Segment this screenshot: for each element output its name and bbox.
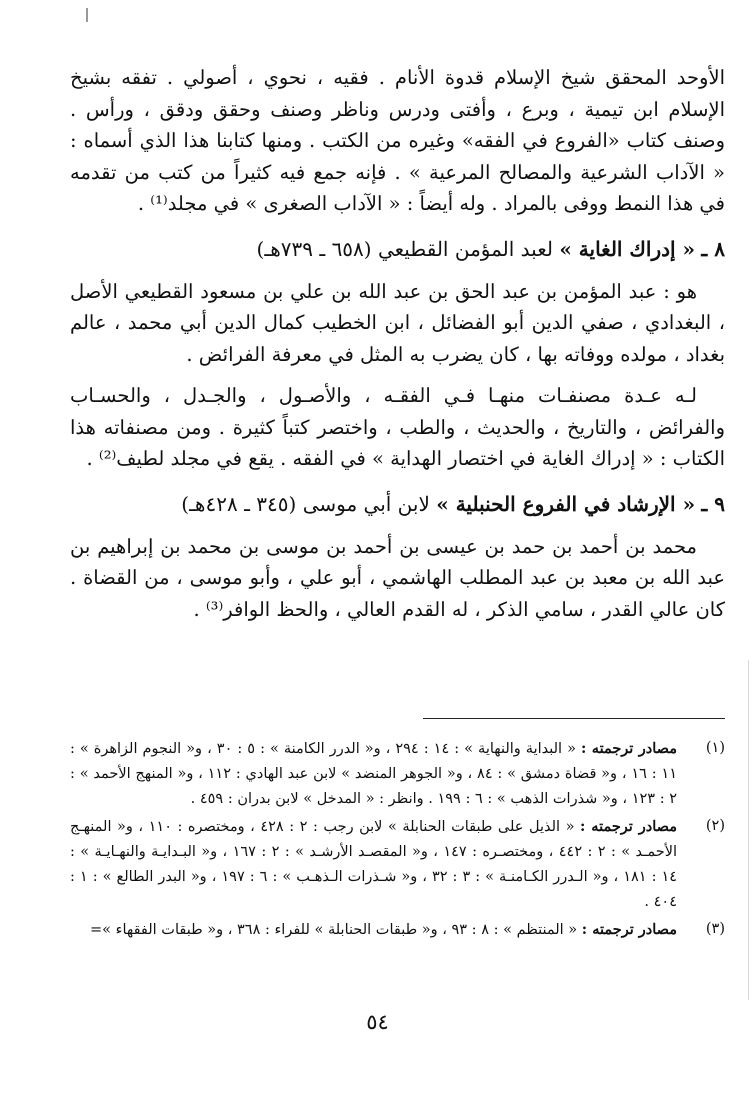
- entry-number: ٩ ـ: [701, 491, 725, 516]
- paragraph-works-8: لـه عـدة مصنفـات منهـا فـي الفقـه ، والأصـول ، والجـدل ، والحسـاب والفرائض ، والتاريخ ، والحديث ، والطب ، واختصر كتباً كثيرة . ومن مصنفاته هذا الكتاب : « إدراك الغاية في اختصار الهداية » في الفقه . يقع في مجلد لطيف⁽²⁾ .: [70, 384, 725, 470]
- footnote-number: (١): [705, 740, 725, 756]
- footnote-label: مصادر ترجمته :: [580, 740, 677, 757]
- footnote: [70, 814, 725, 915]
- page-number: ٥٤: [366, 1010, 389, 1034]
- footnote-text: « البداية والنهاية » : ١٤ : ٢٩٤ ، و« الدرر الكامنة » : ٥ : ٣٠ ، و« النجوم الزاهرة » : ١١ : ١٦ ، و« قضاة دمشق » : ٨٤ ، و« الجوهر المنضد » لابن عبد الهادي : ١١٢ ، و« المنهج الأحمد » : ٢ : ١٢٣ ، و« شذرات الذهب » : ٦ : ١٩٩ . وانظر : « المدخل » لابن بدران : ٤٥٩ .: [70, 741, 677, 807]
- footnote: [70, 917, 725, 943]
- paragraph-biography-8: هو : عبد المؤمن بن عبد الحق بن عبد الله بن علي بن مسعود القطيعي الأصل ، البغدادي ، صفي الدين أبو الفضائل ، ابن الخطيب كمال الدين أبي محمد ، عالم بغداد ، مولده ووفاته بها ، كان يضرب به المثل في معرفة الفرائض .: [70, 279, 725, 366]
- footnote-text: « المنتظم » : ٨ : ٩٣ ، و« طبقات الحنابلة » للفراء : ٣٦٨ ، و« طبقات الفقهاء »=: [90, 922, 578, 938]
- entry-heading-9: [70, 487, 725, 521]
- footnote-label: مصادر ترجمته :: [581, 921, 677, 938]
- entry-title: « الإرشاد في الفروع الحنبلية »: [436, 491, 696, 516]
- entry-heading-8: [70, 232, 725, 266]
- footnote-text: « الذيل على طبقات الحنابلة » لابن رجب : ٢ : ٤٢٨ ، ومختصره : ١١٠ ، و« المنهـج الأحمـد » : ٢ : ٤٤٢ ، ومختصـره : ١٤٧ ، و« المقصـد الأرشـد » : ٢ : ١٦٧ ، و« البـدايـة والنهـايـة » : ١٤ : ١٨١ ، و« الـدرر الكـامنـة » : ٣ : ٣٢ ، و« شـذرات الـذهـب » : ٦ : ١٩٧ ، و« البدر الطالع » : ١ : ٤٠٤ .: [70, 819, 678, 910]
- footnote: [70, 736, 725, 812]
- main-text: [70, 62, 725, 625]
- entry-title: « إدراك الغاية »: [559, 236, 696, 261]
- footnote-number: (٣): [705, 921, 725, 937]
- margin-mark: [86, 8, 88, 22]
- entry-author: لابن أبي موسى (٣٤٥ ـ ٤٢٨هـ): [181, 491, 430, 516]
- paragraph-intro: الأوحد المحقق شيخ الإسلام قدوة الأنام . فقيه ، نحوي ، أصولي . تفقه بشيخ الإسلام ابن تيمية ، وبرع ، وأفتى ودرس وناظر وصنف وحقق ودقق ، ورأس . وصنف كتاب «الفروع في الفقه» وغيره من الكتب . ومنها كتابنا هذا الذي أسماه : « الآداب الشرعية والمصالح المرعية » . فإنه جمع فيه كثيراً من كتب من تقدمه في هذا النمط ووفى بالمراد . وله أيضاً : « الآداب الصغرى » في مجلد⁽¹⁾ .: [70, 66, 725, 215]
- footnote-number: (٢): [705, 818, 725, 834]
- entry-number: ٨ ـ: [701, 236, 725, 261]
- footnote-label: مصادر ترجمته :: [579, 818, 678, 835]
- page-edge-line: [748, 660, 749, 1000]
- footnote-separator: [423, 718, 725, 719]
- footnotes: [70, 736, 725, 945]
- paragraph-biography-9: محمد بن أحمد بن حمد بن عيسى بن أحمد بن موسى بن محمد بن إبراهيم بن عبد الله بن معبد بن عبد المطلب الهاشمي ، أبو علي ، وأبو موسى ، من القضاة . كان عالي القدر ، سامي الذكر ، له القدم العالي ، والحظ الوافر⁽³⁾ .: [70, 534, 725, 621]
- entry-author: لعبد المؤمن القطيعي (٦٥٨ ـ ٧٣٩هـ): [256, 236, 553, 261]
